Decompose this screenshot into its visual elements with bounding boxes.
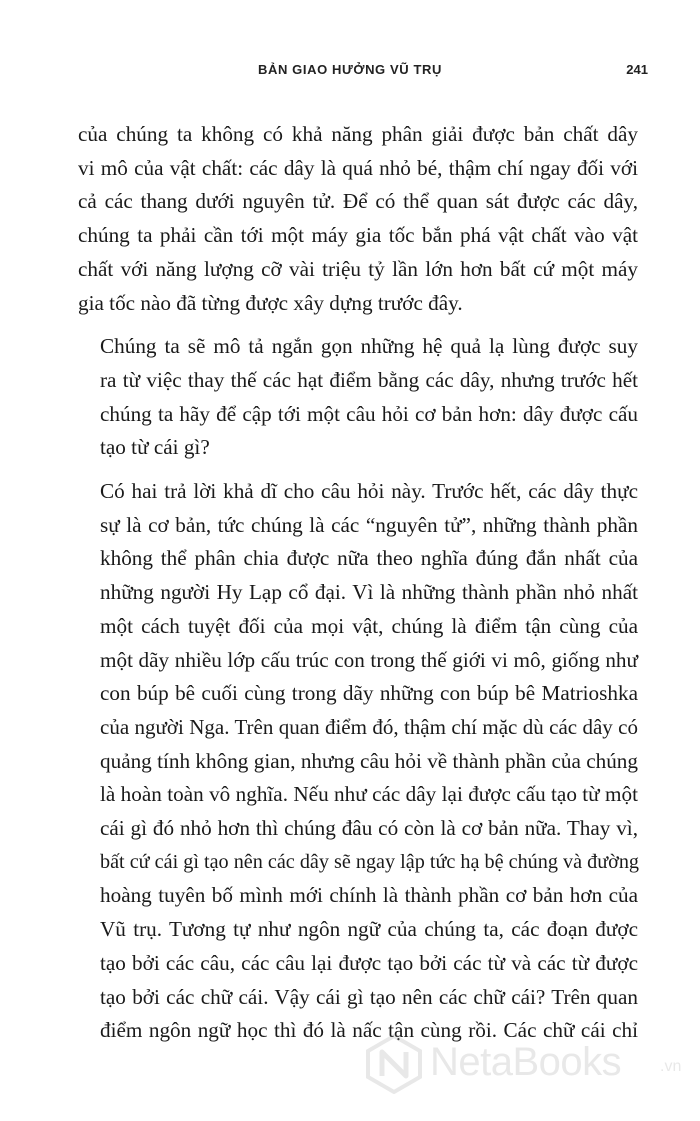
text-line: không thể phân chia được nữa theo nghĩa đúng đắn nhất của <box>100 546 638 571</box>
text-line: điểm ngôn ngữ học thì đó là nấc tận cùng rồi. Các chữ cái chỉ <box>100 1018 638 1043</box>
watermark-brand: NetaBooks <box>430 1040 622 1084</box>
text-line: con búp bê cuối cùng trong dãy những con búp bê Matrioshka <box>100 681 638 706</box>
text-line: bất cứ cái gì tạo nên các dây sẽ ngay lập tức hạ bệ chúng và đường <box>100 850 640 873</box>
paragraph <box>78 475 638 1048</box>
page-number: 241 <box>626 62 648 77</box>
text-line: của người Nga. Trên quan điểm đó, thậm chí mặc dù các dây có <box>100 714 638 739</box>
text-line: một cách tuyệt đối của mọi vật, chúng là điểm tận cùng của <box>100 613 638 638</box>
text-line: của chúng ta không có khả năng phân giải được bản chất dây <box>78 122 638 146</box>
text-line: một dãy nhiều lớp cấu trúc con trong thế giới vi mô, giống như <box>100 647 638 672</box>
text-line: chất với năng lượng cỡ vài triệu tỷ lần lớn hơn bất cứ một máy <box>78 256 638 281</box>
text-line: quảng tính không gian, nhưng câu hỏi về thành phần của chúng <box>100 748 638 773</box>
text-line: cả các thang dưới nguyên tử. Để có thể quan sát được các dây, <box>78 189 638 214</box>
text-line: chúng ta hãy để cập tới một câu hỏi cơ bản hơn: dây được cấu <box>100 401 638 426</box>
netabooks-logo-icon <box>364 1034 424 1094</box>
text-line: hoàng tuyên bố mình mới chính là thành phần cơ bản hơn của <box>100 883 638 908</box>
text-line: chúng ta phải cần tới một máy gia tốc bắn phá vật chất vào vật <box>78 223 638 248</box>
running-title: BẢN GIAO HƯỞNG VŨ TRỤ <box>258 62 442 77</box>
running-header <box>0 62 700 82</box>
text-line: Có hai trả lời khả dĩ cho câu hỏi này. Trước hết, các dây thực <box>100 479 638 504</box>
paragraph <box>78 330 638 465</box>
text-line: Chúng ta sẽ mô tả ngắn gọn những hệ quả lạ lùng được suy <box>100 334 638 359</box>
text-line: tạo bởi các chữ cái. Vậy cái gì tạo nên các chữ cái? Trên quan <box>100 984 638 1009</box>
text-line: tạo từ cái gì? <box>100 435 210 460</box>
text-line: gia tốc nào đã từng được xây dựng trước đây. <box>78 290 463 315</box>
text-line: là hoàn toàn vô nghĩa. Nếu như các dây lại được cấu tạo từ một <box>100 782 638 807</box>
text-line: cái gì đó nhỏ hơn thì chúng đâu có còn là cơ bản nữa. Thay vì, <box>100 816 638 841</box>
text-line: Vũ trụ. Tương tự như ngôn ngữ của chúng ta, các đoạn được <box>100 917 638 942</box>
text-line: sự là cơ bản, tức chúng là các “nguyên tử”, những thành phần <box>100 512 638 537</box>
text-line: tạo bởi các câu, các câu lại được tạo bởi các từ và các từ được <box>100 950 638 975</box>
text-line: vi mô của vật chất: các dây là quá nhỏ bé, thậm chí ngay đối với <box>78 155 638 180</box>
paragraph <box>78 118 638 320</box>
body-text <box>78 118 638 1058</box>
watermark <box>364 1030 694 1100</box>
text-line: những người Hy Lạp cổ đại. Vì là những thành phần nhỏ nhất <box>100 580 638 605</box>
watermark-suffix: .vn <box>660 1058 682 1075</box>
text-line: ra từ việc thay thế các hạt điểm bằng các dây, nhưng trước hết <box>100 367 638 392</box>
